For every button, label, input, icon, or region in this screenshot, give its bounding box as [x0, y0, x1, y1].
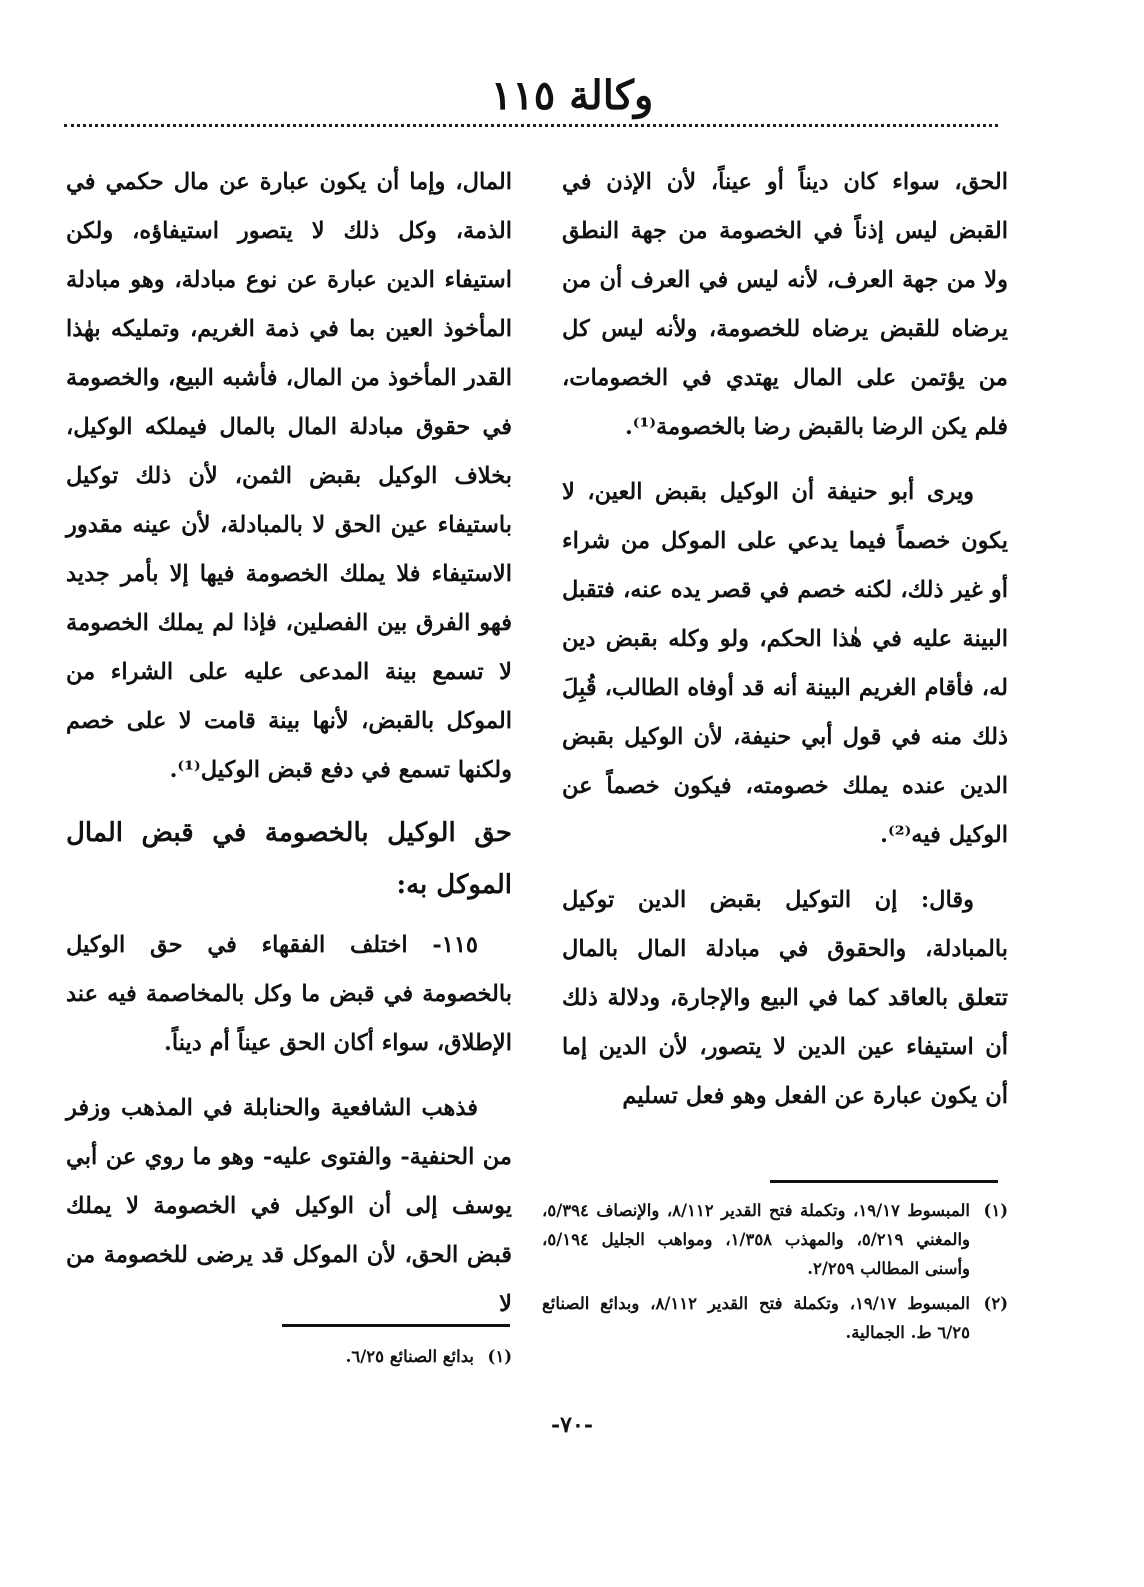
- footnote: [66, 1342, 512, 1371]
- page-header-title: وكالة ١١٥: [490, 72, 654, 119]
- section-heading: حق الوكيل بالخصومة في قبض المال الموكل به:: [66, 818, 512, 900]
- footnote: [542, 1289, 1008, 1347]
- left-column: [66, 158, 512, 1329]
- footnotes-left: [66, 1342, 512, 1377]
- footnotes-right: [542, 1196, 1008, 1353]
- header-dotted-rule: [64, 124, 998, 127]
- body-paragraph: ١١٥- اختلف الفقهاء في حق الوكيل بالخصومة في قبض ما وكل بالمخاصمة فيه عند الإطلاق، سواء أكان الحق عيناً أم ديناً.: [66, 932, 512, 1056]
- body-paragraph: وقال: إن التوكيل بقبض الدين توكيل بالمبادلة، والحقوق في مبادلة المال بالمال تتعلق بالعاقد كما في البيع والإجارة، ودلالة ذلك أن استيفاء عين الدين لا يتصور، لأن الدين إما أن يكون عبارة عن الفعل وهو فعل تسليم: [562, 887, 1008, 1109]
- body-paragraph: الحق، سواء كان ديناً أو عيناً، لأن الإذن في القبض ليس إذناً في الخصومة من جهة النطق ولا من جهة العرف، لأنه ليس في العرف أن من يرضاه للقبض يرضاه للخصومة، ولأنه ليس كل من يؤتمن على المال يهتدي في الخصومات، فلم يكن الرضا بالقبض رضا بالخصومة⁽¹⁾.: [562, 169, 1008, 440]
- footnote-text: المبسوط ١٩/١٧، وتكملة فتح القدير ٨/١١٢، والإنصاف ٥/٣٩٤، والمغني ٥/٢١٩، والمهذب ١/٣٥٨، ومواهب الجليل ٥/١٩٤، وأسنى المطالب ٢/٢٥٩.: [542, 1201, 971, 1278]
- footnote: [542, 1196, 1008, 1283]
- page-number: -٧٠-: [551, 1412, 593, 1438]
- right-column: [562, 158, 1008, 1121]
- footnote-separator: [770, 1180, 998, 1183]
- footnote-number: (١): [487, 1347, 512, 1366]
- body-paragraph: فذهب الشافعية والحنابلة في المذهب وزفر من الحنفية- والفتوى عليه- وهو ما روي عن أبي يوسف إلى أن الوكيل في الخصومة لا يملك قبض الحق، لأن الموكل قد يرضى للخصومة من لا: [66, 1095, 512, 1317]
- footnote-separator: [282, 1324, 510, 1327]
- footnote-text: المبسوط ١٩/١٧، وتكملة فتح القدير ٨/١١٢، وبدائع الصنائع ٦/٢٥ ط. الجمالية.: [542, 1294, 971, 1342]
- footnote-text: بدائع الصنائع ٦/٢٥.: [345, 1347, 474, 1366]
- footnote-number: (٢): [983, 1294, 1008, 1313]
- body-paragraph: ويرى أبو حنيفة أن الوكيل بقبض العين، لا يكون خصماً فيما يدعي على الموكل من شراء أو غير ذلك، لكنه خصم في قصر يده عنه، فتقبل البينة عليه في هٰذا الحكم، ولو وكله بقبض دين له، فأقام الغريم البينة أنه قد أوفاه الطالب، قُبِلَ ذلك منه في قول أبي حنيفة، لأن الوكيل بقبض الدين عنده يملك خصومته، فيكون خصماً عن الوكيل فيه⁽²⁾.: [562, 479, 1008, 848]
- footnote-number: (١): [983, 1201, 1008, 1220]
- body-paragraph: المال، وإما أن يكون عبارة عن مال حكمي في الذمة، وكل ذلك لا يتصور استيفاؤه، ولكن استيفاء الدين عبارة عن نوع مبادلة، وهو مبادلة المأخوذ العين بما في ذمة الغريم، وتمليكه بهٰذا القدر المأخوذ من المال، فأشبه البيع، والخصومة في حقوق مبادلة المال بالمال فيملكه الوكيل، بخلاف الوكيل بقبض الثمن، لأن ذلك توكيل باستيفاء عين الحق لا بالمبادلة، لأن عينه مقدور الاستيفاء فلا يملك الخصومة فيها إلا بأمر جديد فهو الفرق بين الفصلين، فإذا لم يملك الخصومة لا تسمع بينة المدعى عليه على الشراء من الموكل بالقبض، لأنها بينة قامت لا على خصم ولكنها تسمع في دفع قبض الوكيل⁽¹⁾.: [66, 169, 512, 783]
